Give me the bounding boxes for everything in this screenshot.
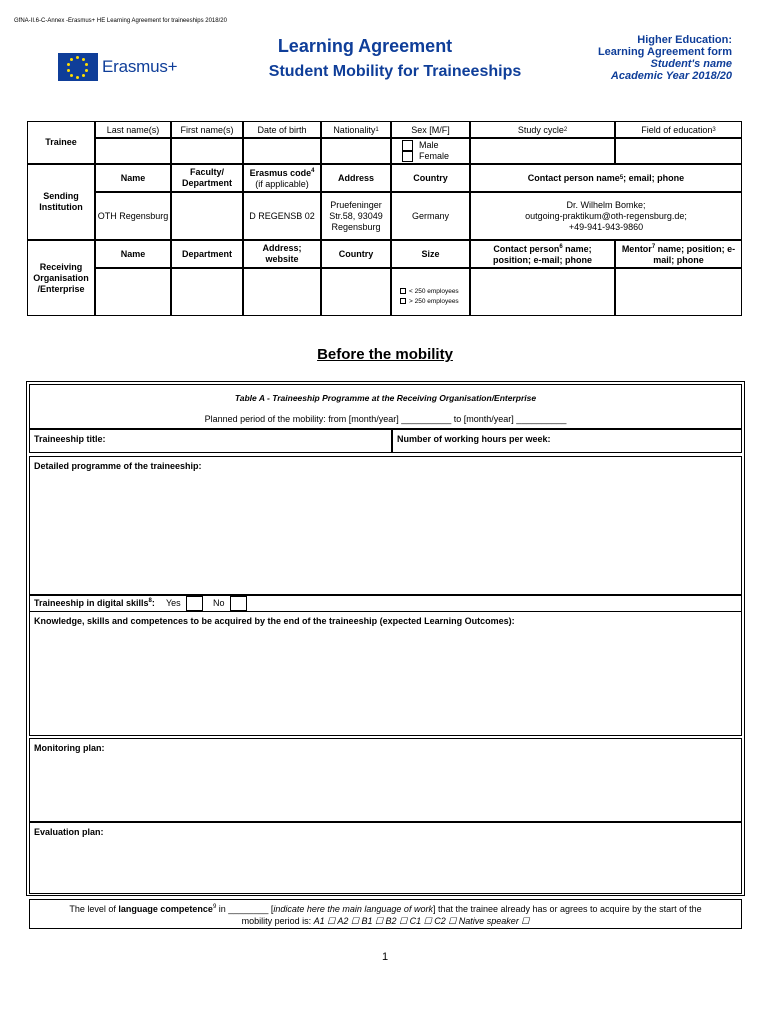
sending-name-value: OTH Regensburg: [95, 192, 171, 240]
sending-address-value: Pruefeninger Str.58, 93049 Regensburg: [321, 192, 391, 240]
trainee-dob-value[interactable]: [243, 138, 321, 164]
digital-skills-row: [29, 595, 742, 611]
planned-period: Planned period of the mobility: from [month/year] __________ to [month/year] __________: [204, 414, 567, 424]
table-a-caption: Table A - Traineeship Programme at the Receiving Organisation/Enterprise: [234, 393, 537, 403]
receiving-contact-value[interactable]: [470, 268, 615, 316]
digital-skills-label: Traineeship in digital skills$^8$:: [34, 598, 155, 608]
col-field: Field of education 3: [615, 121, 742, 138]
yes-label: Yes: [166, 598, 181, 608]
sending-contact-header: Contact person name 5 ; email; phone: [470, 164, 742, 192]
sending-address-header: Address: [321, 164, 391, 192]
receiving-label: Receiving Organisation /Enterprise: [27, 240, 95, 316]
section-title: Before the mobility: [317, 346, 453, 363]
sending-country-header: Country: [391, 164, 470, 192]
evaluation-plan-field[interactable]: Evaluation plan:: [29, 822, 742, 894]
monitoring-plan-field[interactable]: Monitoring plan:: [29, 738, 742, 822]
size-options: < 250 employees > 250 employees: [391, 268, 470, 316]
page-title: Learning Agreement: [277, 36, 453, 56]
size-small-checkbox[interactable]: [400, 288, 406, 294]
sending-erasmus-code-header: Erasmus code$^4$ (if applicable): [243, 164, 321, 192]
no-label: No: [213, 598, 225, 608]
sending-label: Sending Institution: [27, 164, 95, 240]
programme-field[interactable]: Detailed programme of the traineeship:: [29, 456, 742, 595]
sending-faculty-header: Faculty/ Department: [171, 164, 243, 192]
logo-text: Erasmus+: [102, 57, 178, 76]
receiving-size-header: Size: [391, 240, 470, 268]
document-code: GfNA-II.6-C-Annex -Erasmus+ HE Learning Agreement for traineeships 2018/20: [14, 18, 227, 24]
col-first-name: First name(s): [171, 121, 243, 138]
col-study-cycle: Study cycle 2: [470, 121, 615, 138]
trainee-field-value[interactable]: [615, 138, 742, 164]
sending-country-value: Germany: [391, 192, 470, 240]
table-a-header: [29, 384, 742, 429]
learning-outcomes-field[interactable]: Knowledge, skills and competences to be acquired by the end of the traineeship (expected Learning Outcomes):: [29, 611, 742, 736]
col-sex: Sex [M/F]: [391, 121, 470, 138]
col-last-name: Last name(s): [95, 121, 171, 138]
trainee-first-name-value[interactable]: [171, 138, 243, 164]
language-competence-row: [29, 899, 742, 929]
receiving-contact-header: Contact person$^6$ name; position; e-mail; phone: [470, 240, 615, 268]
sending-faculty-value[interactable]: [171, 192, 243, 240]
col-nationality: Nationality 1: [321, 121, 391, 138]
traineeship-title-field[interactable]: Traineeship title:: [29, 429, 392, 453]
yes-checkbox[interactable]: [186, 596, 203, 611]
receiving-name-header: Name: [95, 240, 171, 268]
language-line-2: mobility period is: A1 ☐ A2 ☐ B1 ☐ B2 ☐ C1 ☐ C2 ☐ Native speaker ☐: [241, 916, 530, 926]
col-dob: Date of birth: [243, 121, 321, 138]
language-levels[interactable]: A1 ☐ A2 ☐ B1 ☐ B2 ☐ C1 ☐ C2 ☐ Native speaker ☐: [313, 916, 530, 926]
receiving-name-value[interactable]: [95, 268, 171, 316]
sending-code-value: D REGENSB 02: [243, 192, 321, 240]
receiving-country-value[interactable]: [321, 268, 391, 316]
trainee-study-cycle-value[interactable]: [470, 138, 615, 164]
trainee-nationality-value[interactable]: [321, 138, 391, 164]
no-checkbox[interactable]: [230, 596, 247, 611]
male-checkbox[interactable]: [402, 140, 413, 151]
sending-contact-value: Dr. Wilhelm Bomke; outgoing-praktikum@oth-regensburg.de; +49-941-943-9860: [470, 192, 742, 240]
female-checkbox[interactable]: [402, 151, 413, 162]
receiving-address-header: Address; website: [243, 240, 321, 268]
page-subtitle: Student Mobility for Traineeships: [268, 63, 522, 80]
receiving-mentor-header: Mentor$^7$ name; position; e-mail; phone: [615, 240, 742, 268]
language-line-1: The level of language competence$^9$ in ________ [indicate here the main language of work] that the trainee already has or agrees to acquire by the start of the: [69, 904, 702, 914]
receiving-department-value[interactable]: [171, 268, 243, 316]
eu-flag-icon: [58, 53, 98, 81]
working-hours-field[interactable]: Number of working hours per week:: [392, 429, 742, 453]
size-large-checkbox[interactable]: [400, 298, 406, 304]
receiving-country-header: Country: [321, 240, 391, 268]
trainee-label: Trainee: [27, 121, 95, 164]
receiving-mentor-value[interactable]: [615, 268, 742, 316]
receiving-address-value[interactable]: [243, 268, 321, 316]
page-number: 1: [381, 951, 389, 963]
sending-name-header: Name: [95, 164, 171, 192]
sex-options: Male Female: [391, 138, 470, 164]
trainee-last-name-value[interactable]: [95, 138, 171, 164]
receiving-department-header: Department: [171, 240, 243, 268]
form-info: Higher Education: Learning Agreement form Student's name Academic Year 2018/20: [597, 34, 732, 82]
erasmus-logo: [58, 53, 177, 81]
